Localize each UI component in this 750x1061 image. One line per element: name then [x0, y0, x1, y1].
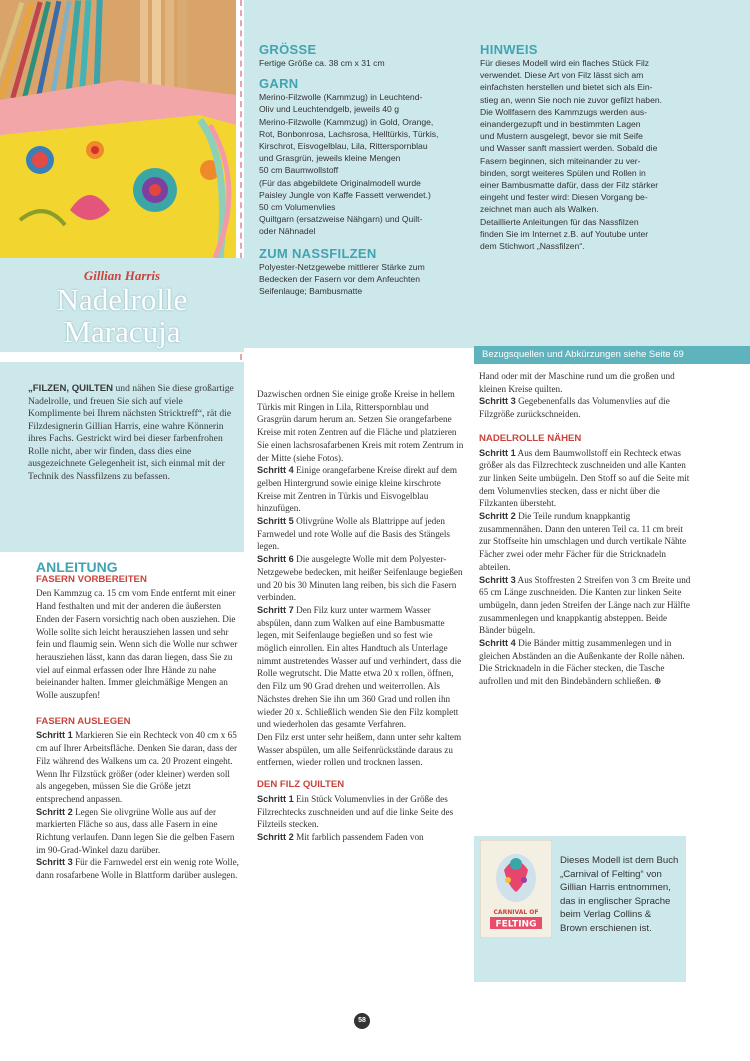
step-paragraph: [36, 729, 241, 805]
note-line: verwendet. Diese Art von Filz lässt sich am: [480, 70, 644, 81]
note-heading: HINWEIS: [480, 42, 538, 57]
step-paragraph: [479, 637, 691, 688]
felting-heading: ZUM NASSFILZEN: [259, 245, 377, 261]
title-line-1: Nadelrolle: [56, 282, 188, 317]
step-text: Die ausgelegte Wolle mit dem Polyester-Netzgewebe bedecken, mit heißer Seifenlauge begießen und 20 bis 30 Minuten lang reiben, bis sich die Fasern verbinden.: [257, 554, 463, 603]
yarn-line: 50 cm Volumenvlies: [259, 202, 336, 213]
step-text: Die Bänder mittig zusammenlegen und in gleichen Abständen an die Außenkante der Rolle nähen. Die Stricknadeln in die Fächer stecken, die Tasche aufrollen und mit den Bindebändern schließen. ⊕: [479, 638, 685, 687]
step-label: Schritt 2: [36, 806, 73, 817]
step-paragraph: [257, 553, 464, 604]
note-line: einer Bambusmatte dafür, dass der Filz stärker: [480, 180, 659, 191]
step-paragraph: [257, 464, 464, 515]
step-label: Schritt 4: [257, 465, 294, 476]
title-panel: [0, 258, 244, 352]
header-photo: [0, 0, 236, 258]
step-text: Markieren Sie ein Rechteck von 40 cm x 65 cm auf Ihrer Arbeitsfläche. Denken Sie daran, dass der Filz während des Walkens um ca. 20 Prozent eingeht. Wenn Ihr Filzstück größer (oder kleiner) werden soll als angegeben, müssen Sie die Größe jetzt entsprechend anpassen.: [36, 730, 238, 804]
step-paragraph: [479, 510, 691, 574]
book-cover-title-2: FELTING: [495, 919, 537, 930]
felting-line: Bedecken der Fasern vor dem Anfeuchten: [259, 273, 420, 284]
note-text: [480, 57, 720, 252]
note-line: einfachsten herstellen und bietet sich als Ein-: [480, 82, 653, 93]
yarn-line: Quiltgarn (ersatzweise Nähgarn) und Quilt-: [259, 214, 423, 225]
page-number: 58: [354, 1013, 370, 1029]
section-heading: FASERN AUSLEGEN: [36, 715, 131, 727]
yarn-list: [259, 91, 464, 237]
note-line: binden, sorgt weiteres Spülen und Rollen in: [480, 167, 646, 178]
page-title: [0, 284, 244, 348]
yarn-line: 50 cm Baumwollstoff: [259, 165, 339, 176]
step-text: Olivgrüne Wolle als Blattrippe auf jeden Farnwedel und rote Wolle auf die Basis des Stängels legen.: [257, 516, 451, 552]
step-label: Schritt 3: [479, 396, 516, 407]
reference-bar: Bezugsquellen und Abkürzungen siehe Seite 69: [474, 346, 750, 364]
step-text: Für die Farnwedel erst ein wenig rote Wolle, dann rosafarbene Wolle in Blattform darüber auslegen.: [36, 857, 239, 881]
size-text: Fertige Größe ca. 38 cm x 31 cm: [259, 58, 385, 68]
step-label: Schritt 5: [257, 516, 294, 527]
instructions-column-1: [36, 561, 241, 882]
yarn-line: Kirschrot, Eisvogelblau, Lila, Ritterspornblau: [259, 141, 428, 152]
step-paragraph: [479, 395, 691, 420]
step-text: Aus Stoffresten 2 Streifen von 3 cm Breite und 65 cm Länge zuschneiden. Die Kanten zur linken Seite umbügeln, dann jeden Streifen der Länge nach zur Hälfte zusammenlegen und knappkantig absteppen. Beide Bänder bügeln.: [479, 574, 691, 636]
step-paragraph: [257, 831, 464, 844]
note-line: Die Wollfasern des Kammzugs werden aus-: [480, 106, 648, 117]
step-paragraph: [257, 793, 464, 831]
needle-roll-photo: [0, 0, 236, 258]
instructions-column-2: [257, 388, 464, 844]
note-line: Fasern beginnen, sich miteinander zu ver-: [480, 155, 641, 166]
step-paragraph: [479, 574, 691, 638]
step-text: Einige orangefarbene Kreise direkt auf dem gelben Hintergrund sowie einige kleine kirschrote Kreise mit Zentren in Türkis und Eisvogelblau hinzufügen.: [257, 465, 458, 514]
book-cover: [480, 840, 552, 938]
step-label: Schritt 3: [36, 857, 73, 868]
size-heading: GRÖSSE: [259, 42, 317, 57]
note-column: [480, 42, 720, 252]
step-label: Schritt 7: [257, 604, 294, 615]
section-heading: NADELROLLE NÄHEN: [479, 432, 582, 444]
step-label: Schritt 1: [257, 793, 294, 804]
note-line: Detaillierte Anleitungen für das Nassfilzen: [480, 216, 639, 227]
note-line: finden Sie im Internet z.B. auf Youtube unter: [480, 228, 649, 239]
step-text: Ein Stück Volumenvlies in der Größe des Filzrechtecks zuschneiden und auf die linke Seite des Filzteils stecken.: [257, 793, 454, 830]
step-paragraph: [479, 447, 691, 511]
yarn-line: Oliv und Leuchtendgelb, jeweils 40 g: [259, 104, 399, 115]
note-line: einandergezupft und in bestimmten Lagen: [480, 119, 641, 130]
step-paragraph: [257, 604, 464, 731]
step-text: Gegebenenfalls das Volumenvlies auf die Filzgröße zurückschneiden.: [479, 396, 670, 420]
instructions-heading: ANLEITUNG: [36, 559, 118, 575]
intro-lead: „FILZEN, QUILTEN: [28, 383, 114, 394]
intro-text: [28, 383, 236, 483]
step-label: Schritt 3: [479, 574, 516, 585]
yarn-line: Rot, Bonbonrosa, Lachsrosa, Helltürkis, Türkis,: [259, 128, 439, 139]
step-paragraph: [36, 856, 241, 881]
yarn-line: und Grasgrün, jeweils kleine Mengen: [259, 153, 401, 164]
note-line: dem Stichwort „Nassfilzen“.: [480, 241, 585, 252]
step-label: Schritt 6: [257, 554, 294, 565]
step-text: Aus dem Baumwollstoff ein Rechteck etwas größer als das Filzrechteck zuschneiden und alle Kanten zur linken Seite umbügeln. Den Stoff so auf die Seite mit dem Volumenvlies stecken, dass er nicht über die Filzkanten übersteht.: [479, 447, 690, 509]
step-text: Die Teile rundum knappkantig zusammennähen. Dann den unteren Teil ca. 11 cm breit zur Stoffseite hin umschlagen und durch vertikale Nähte Fächer zwei oder mehr Fächer für die Stricknadeln abteilen.: [479, 511, 687, 572]
paragraph: Dazwischen ordnen Sie einige große Kreise in hellem Türkis mit Ringen in Lila, Ritterspornblau und Grasgrün darum herum an. Setzen Sie orangefarbene Kreise mit roten Zentren auf die Fläche und platzieren Sie einen lachsrosafarbenen Kreis mit rotem Zentrum in der Mitte (siehe Fotos).: [257, 389, 464, 463]
step-label: Schritt 4: [479, 638, 516, 649]
yarn-line: (Für das abgebildete Originalmodell wurde: [259, 177, 421, 188]
title-line-2: Maracuja: [63, 314, 181, 349]
step-label: Schritt 1: [36, 730, 73, 741]
step-label: Schritt 1: [479, 447, 516, 458]
author-name: Gillian Harris: [83, 268, 161, 283]
felting-line: Polyester-Netzgewebe mittlerer Stärke zum: [259, 261, 425, 272]
step-paragraph: [36, 806, 241, 857]
step-text: Legen Sie olivgrüne Wolle aus auf der markierten Fläche so aus, dass alle Fasern in eine Richtung verlaufen. Dann legen Sie die gelben Fasern im 90-Grad-Winkel dazu darüber.: [36, 806, 235, 855]
yarn-line: oder Nähnadel: [259, 226, 316, 237]
yarn-line: Merino-Filzwolle (Kammzug) in Gold, Orange,: [259, 116, 434, 127]
paragraph: Den Filz erst unter sehr heißem, dann unter sehr kaltem Wasser abspülen, um alle Seifenrückstände daraus zu entfernen, wieder rollen und trocknen lassen.: [257, 731, 462, 768]
step-paragraph: [257, 515, 464, 553]
yarn-heading: GARN: [259, 76, 299, 92]
intro-body: und nähen Sie diese großartige Nadelrolle, und freuen Sie sich auf viele Komplimente bei Ihrem nächsten Stricktreff“, rät die Filzdesignerin Gillian Harris, eine wahre Könnerin ihres Fachs. Gestrickt wird bei dieser farbenfrohen Rolle nicht, aber wir finden, dass dies eine ausgezeichnete Gelegenheit ist, sich einmal mit der Technik des Nassfilzens zu befassen.: [28, 383, 234, 482]
step-text: Mit farblich passendem Faden von: [293, 831, 424, 842]
step-label: Schritt 2: [257, 831, 294, 842]
note-line: Für dieses Modell wird ein flaches Stück Filz: [480, 58, 650, 68]
section-heading: FASERN VORBEREITEN: [36, 573, 147, 585]
note-line: zeichnet man auch als Walken.: [480, 204, 599, 215]
note-line: und Mustern ausgelegt, bevor sie mit Seife: [480, 131, 643, 142]
step-text: Den Filz kurz unter warmem Wasser abspülen, dann zum Walken auf eine Bambusmatte legen, mit Seifenlauge begießen und so fest wie möglich einrollen. Ein altes Handtuch als Unterlage nimmt austretendes Wasser auf und verhindert, dass die Rolle wegrutscht. Die Matte etwa 20 x rollen, öffnen, den Filz um 90 Grad drehen und weiterrollen. Als Nächstes drehen Sie ihn um 360 Grad und rollen ihn wieder 20 x. Schließlich wenden Sie den Filz komplett und wiederholen das gesamte Verfahren.: [257, 604, 462, 730]
felting-line: Seifenlauge; Bambusmatte: [259, 286, 363, 297]
book-cover-title-1: CARNIVAL OF: [493, 909, 539, 916]
instructions-column-3: [479, 370, 691, 688]
note-line: stieg an, wenn Sie noch nie zuvor gefilzt haben.: [480, 94, 663, 105]
book-cover-image: [480, 840, 552, 938]
section-heading: DEN FILZ QUILTEN: [257, 779, 345, 791]
yarn-line: Merino-Filzwolle (Kammzug) in Leuchtend-: [259, 92, 423, 103]
paragraph: Hand oder mit der Maschine rund um die großen und kleinen Kreise quilten.: [479, 371, 675, 394]
felting-list: [259, 261, 464, 298]
note-line: eingeht und fester wird: Diesen Vorgang be-: [480, 192, 648, 203]
materials-column: [259, 42, 464, 297]
paragraph: Den Kammzug ca. 15 cm vom Ende entfernt mit einer Hand festhalten und mit der anderen die äußersten Enden der Fasern vorsichtig nach oben ausziehen. Die Wolle sollte sich leicht herausziehen lassen und sehr fein und flaumig sein. Wenn sich die Wolle nur schwer herausziehen lässt, kann das daran liegen, dass Sie zu viel auf einmal erfassen oder Ihre Hände zu nahe beieinander halten. Immer gleichmäßige Mengen an Wolle auszupfen!: [36, 588, 238, 701]
book-description: Dieses Modell ist dem Buch „Carnival of Felting“ von Gillian Harris entnommen, das in englischer Sprache beim Verlag Collins & Brown erschienen ist.: [560, 855, 679, 934]
note-line: und Wasser sanft massiert werden. Sobald die: [480, 143, 658, 154]
step-label: Schritt 2: [479, 511, 516, 522]
yarn-line: Paisley Jungle von Kaffe Fassett verwendet.): [259, 189, 431, 200]
